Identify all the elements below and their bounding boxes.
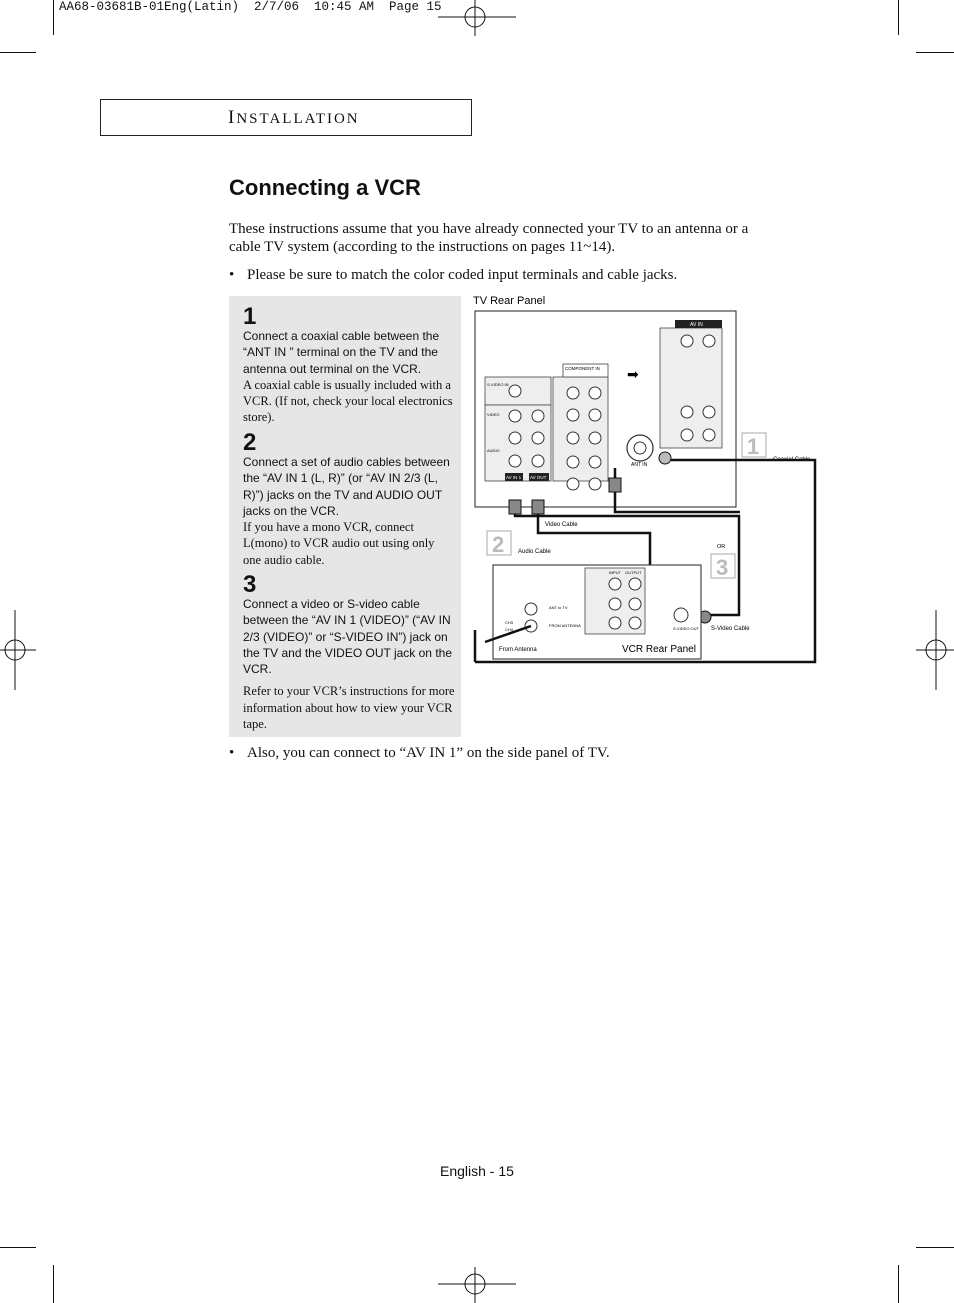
vcr-ch3-label: CH3 xyxy=(505,620,514,625)
section-label-rest: NSTALLATION xyxy=(236,111,360,127)
vcr-rear-panel-label: VCR Rear Panel xyxy=(622,644,696,655)
crop-mark xyxy=(53,0,54,35)
crop-mark xyxy=(0,1247,36,1248)
step-number: 2 xyxy=(243,429,257,456)
from-antenna-label: From Antenna xyxy=(499,647,537,653)
bullet-dot: • xyxy=(229,745,235,761)
step-3 xyxy=(243,571,455,732)
tv-av-out-label: AV OUT xyxy=(530,475,547,480)
vcr-output-label: OUTPUT xyxy=(625,570,642,575)
print-slug: AA68-03681B-01Eng(Latin) 2/7/06 10:45 AM Page 15 xyxy=(59,0,442,14)
page-number: English - 15 xyxy=(440,1163,514,1179)
connection-diagram xyxy=(465,290,825,670)
tv-component-label: COMPONENT IN xyxy=(565,366,600,371)
badge-1-text: 1 xyxy=(747,434,760,459)
crop-mark xyxy=(0,52,36,53)
step-note: If you have a mono VCR, connect L(mono) to VCR audio out using only one audio cable. xyxy=(243,520,435,567)
tv-av-in-header-label: AV IN xyxy=(690,322,703,328)
bullet-dot: • xyxy=(229,267,235,283)
tv-rear-panel-label: TV Rear Panel xyxy=(473,295,546,307)
vcr-input-label: INPUT xyxy=(609,570,621,575)
coaxial-cable-label: Coaxial Cable xyxy=(773,457,811,463)
page-title: Connecting a VCR xyxy=(229,175,421,200)
registration-mark-icon xyxy=(914,610,954,690)
arrow-icon: ➡ xyxy=(627,366,639,382)
step-number: 3 xyxy=(243,571,257,598)
badge-3-text: 3 xyxy=(716,555,729,580)
step-2 xyxy=(243,429,455,568)
section-label xyxy=(228,107,360,129)
tv-video-label: VIDEO xyxy=(487,412,500,417)
step-instruction: Connect a video or S-video cable between the “AV IN 1 (VIDEO)” (“AV IN 2/3 (VIDEO)” or “S-VIDEO IN”) jack on the TV and the VIDEO OUT jack on the VCR. xyxy=(243,597,452,677)
step-note: A coaxial cable is usually included with a VCR. (If not, check your local electronics store). xyxy=(243,377,453,425)
step-1 xyxy=(243,303,455,426)
crop-mark xyxy=(53,1265,54,1303)
audio-cable-label: Audio Cable xyxy=(518,549,551,555)
tv-svideo-label: S-VIDEO IN xyxy=(487,382,509,387)
tv-av-in-1-label: AV IN 1 xyxy=(506,475,522,480)
vcr-svideo-out-label: S-VIDEO OUT xyxy=(673,626,700,631)
crop-mark xyxy=(898,0,899,35)
bullet-text: Also, you can connect to “AV IN 1” on the side panel of TV. xyxy=(247,745,610,761)
intro-paragraph: These instructions assume that you have already connected your TV to an antenna or a cable TV system (according to the instructions on pages 11~14). xyxy=(229,221,749,255)
step-note: Refer to your VCR’s instructions for more information about how to view your VCR tape. xyxy=(243,684,455,732)
badge-2-text: 2 xyxy=(492,532,505,557)
video-cable-label: Video Cable xyxy=(545,522,578,528)
tv-ant-in-label: ANT IN xyxy=(631,462,648,468)
vcr-from-antenna-label: FROM ANTENNA xyxy=(549,623,581,628)
registration-mark-icon xyxy=(0,610,40,690)
registration-mark-icon xyxy=(438,1263,518,1303)
bullet-text: Please be sure to match the color coded input terminals and cable jacks. xyxy=(247,267,678,283)
step-instruction: Connect a coaxial cable between the “ANT IN ” terminal on the TV and the antenna out terminal on the VCR. xyxy=(243,329,440,376)
or-label: OR xyxy=(717,544,726,550)
tv-audio-label: AUDIO xyxy=(487,448,500,453)
step-number: 1 xyxy=(243,303,257,330)
vcr-ch4-label: CH4 xyxy=(505,627,514,632)
step-instruction: Connect a set of audio cables between the “AV IN 1 (L, R)” (or “AV IN 2/3 (L, R)”) jacks on the TV and AUDIO OUT jacks on the VCR. xyxy=(243,455,450,518)
s-video-cable-label: S-Video Cable xyxy=(711,626,750,632)
crop-mark xyxy=(898,1265,899,1303)
crop-mark xyxy=(916,1247,954,1248)
crop-mark xyxy=(916,52,954,53)
steps-panel xyxy=(229,296,461,737)
vcr-ant-to-tv-label: ANT to TV xyxy=(549,605,568,610)
section-label-initial: I xyxy=(228,107,237,128)
registration-mark-icon xyxy=(438,0,518,40)
